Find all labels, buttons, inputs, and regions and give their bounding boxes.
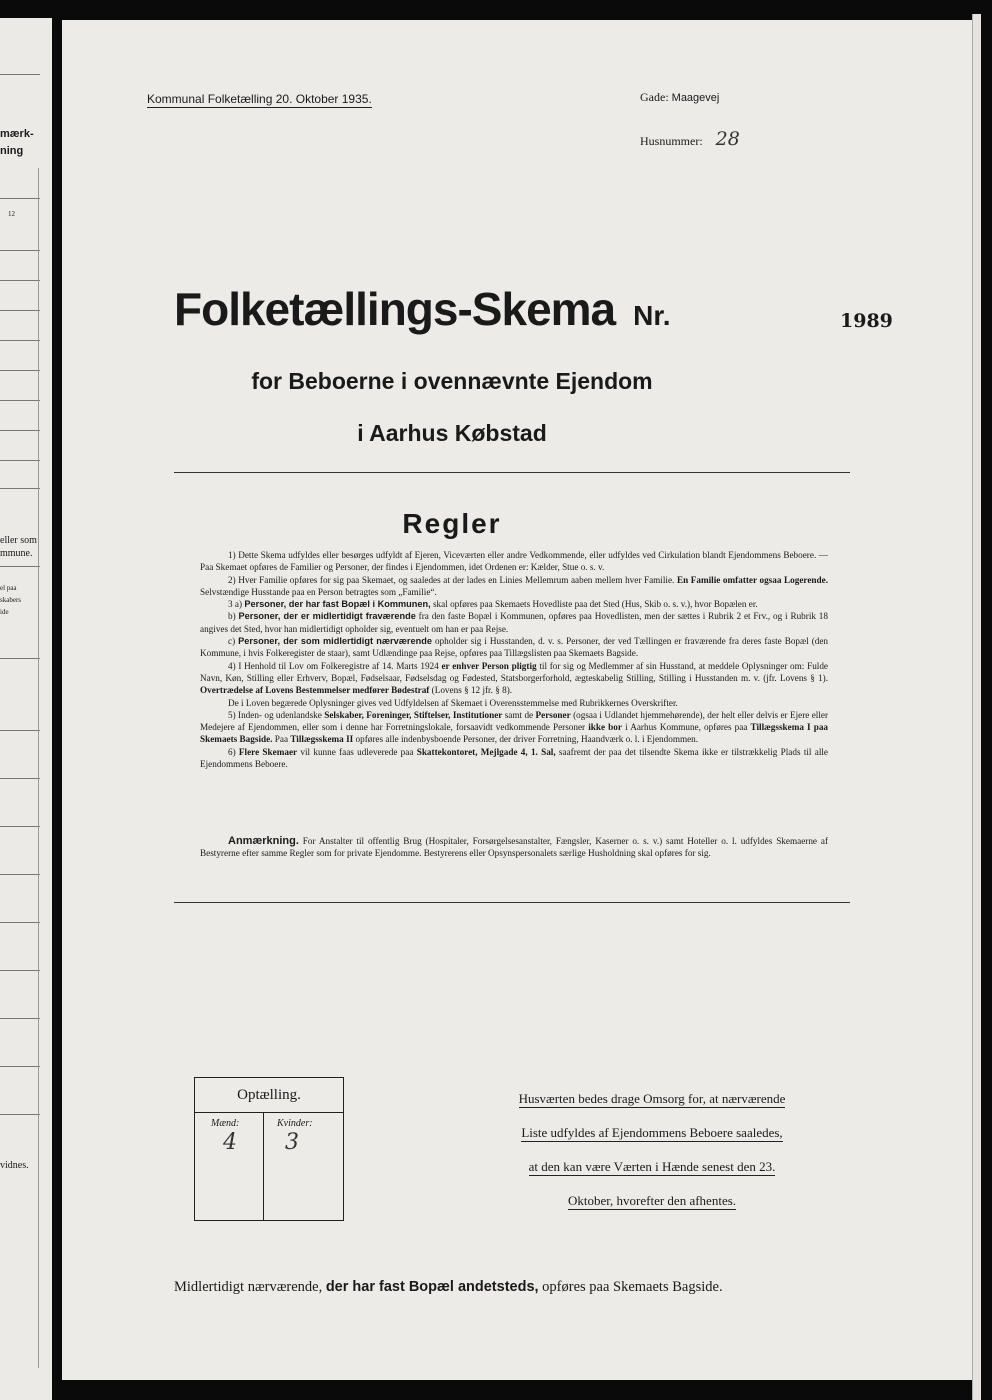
census-header: Kommunal Folketælling 20. Oktober 1935. [147, 92, 372, 106]
fragment-text: vidnes. [0, 1160, 29, 1171]
divider [0, 340, 40, 341]
divider [0, 826, 40, 827]
divider [0, 74, 40, 75]
rule-2: 2) Hver Familie opføres for sig paa Skemaet, og saaledes at der lades en Linies Mellemrum aaben mellem hver Familie. En Familie omfatter ogsaa Logerende. Selvstændige Husstande paa en Person betragtes som „Familie“. [200, 574, 828, 597]
divider [0, 280, 40, 281]
notice-line: Liste udfyldes af Ejendommens Beboere saaledes, [521, 1125, 783, 1140]
divider [0, 370, 40, 371]
fragment-text: eller som [0, 535, 37, 546]
rule-1: 1) Dette Skema udfyldes eller besørges udfyldt af Ejeren, Viceværten eller andre Vedkommende, eller udfyldes ved Cirkulation blandt Ejendommens Beboere. — Paa Skemaet opføres de Familier og Personer, der findes i Ejendommen, idet Ordenen er: Kælder, Stue o. s. v. [200, 550, 828, 573]
rule-6: 6) Flere Skemaer vil kunne faas udleverede paa Skattekontoret, Mejlgade 4, 1. Sal, saafremt der paa det tilsendte Skema ikke er tilstrækkelig Plads til alle Ejendommens Beboere. [200, 746, 829, 770]
women-label: Kvinder: [277, 1118, 313, 1129]
divider [0, 250, 40, 251]
divider [0, 970, 40, 971]
house-number-field [640, 128, 740, 150]
divider [0, 658, 40, 659]
divider [174, 472, 850, 473]
divider [0, 922, 40, 923]
divider [0, 488, 40, 489]
annotation-note [200, 835, 828, 860]
count-box-divider [263, 1113, 264, 1220]
count-box [194, 1077, 344, 1221]
divider [0, 430, 40, 431]
street-label: Gade: [640, 90, 669, 104]
column-line [38, 168, 39, 1368]
fragment-text: mmune. [0, 548, 33, 559]
divider [0, 400, 40, 401]
adjacent-page-edge [0, 18, 52, 1400]
rule-3b: b) Personer, der er midlertidigt fraværende fra den faste Bopæl i Kommunen, opføres paa Hovedlisten, men der sættes i Rubrik 2 et Frv., og i Rubrik 18 angives det Sted, hvor han midlertidigt opholder sig, eventuelt om han er paa Rejse. [200, 611, 828, 634]
footer-text: opføres paa Skemaets Bagside. [542, 1279, 723, 1295]
count-box-title: Optælling. [195, 1078, 343, 1113]
annotation-text: For Anstalter til offentlig Brug (Hospitaler, Forsørgelsesanstalter, Fængsler, Kaserner o. s. v.) samt Hoteller o. l. udfyldes Skemaerne af Bestyrerne efter samme Regler som for private Ejendomme. Bestyrerens eller Opsynspersonalets særlige Husholdning skal opføres for sig. [200, 836, 829, 859]
fragment-text: ide [0, 608, 9, 616]
divider [0, 460, 40, 461]
fragment-text: ning [0, 145, 24, 157]
form-number-label: Nr. [633, 300, 671, 331]
form-title [174, 282, 671, 336]
divider [0, 874, 40, 875]
women-value: 3 [285, 1130, 299, 1155]
subtitle-line-1: for Beboerne i ovennævnte Ejendom [251, 368, 653, 394]
rule-3c: c) Personer, der som midlertidigt nærværende opholder sig i Husstanden, d. v. s. Personer, der ved Tællingen er fraværende fra deres faste Bopæl (den Kommune, i hvis Folkeregister de staar), samt Udlændinge paa Rejse, opføres paa Tillægslisten paa Skemaets Bagside. [200, 636, 829, 659]
census-form-page [62, 20, 974, 1380]
house-number-label: Husnummer: [640, 134, 703, 148]
rules-text [200, 549, 828, 770]
notice-line: Oktober, hvorefter den afhentes. [567, 1193, 737, 1208]
men-label: Mænd: [211, 1118, 240, 1129]
rule-4-note: De i Loven begærede Oplysninger gives ved Udfyldelsen af Skemaet i Overensstemmelse med Rubrikkernes Overskrifter. [228, 697, 678, 708]
street-value: Maagevej [671, 92, 720, 104]
house-number-value: 28 [715, 128, 740, 150]
footer-text: Midlertidigt nærværende, [174, 1279, 323, 1295]
fragment-text: 12 [8, 210, 15, 218]
rule-4: 4) I Henhold til Lov om Folkeregistre af 14. Marts 1924 er enhver Person pligtig til for sig og Medlemmer af sin Husstand, at meddele Oplysninger om: Fulde Navn, Køn, Stilling eller Erhverv, Bopæl, Fødselsaar, Fødselsdag og Fødested, Statsborgerforhold, ægteskabelig Stilling, Stilling i Husstanden m. v. (jfr. Lovens § 1). Overtrædelse af Lovens Bestemmelser medfører Bødestraf (Lovens § 12 jfr. § 8). [200, 660, 829, 696]
divider [0, 566, 40, 567]
divider [174, 902, 850, 903]
rules-heading: Regler [402, 508, 502, 539]
footer-note [174, 1279, 723, 1296]
form-title-text: Folketællings-Skema [174, 283, 616, 335]
notice-line: at den kan være Værten i Hænde senest den 23. [528, 1159, 776, 1174]
rule-3a: 3 a) Personer, der har fast Bopæl i Kommunen, skal opføres paa Skemaets Hovedliste paa det Sted (Hus, Skib o. s. v.), hvor Bopælen er. [228, 599, 758, 610]
landlord-notice [482, 1082, 822, 1218]
annotation-label: Anmærkning. [228, 835, 299, 847]
divider [0, 1114, 40, 1115]
divider [0, 310, 40, 311]
fragment-text: el paa [0, 584, 17, 592]
rule-5: 5) Inden- og udenlandske Selskaber, Foreninger, Stiftelser, Institutioner samt de Personer (ogsaa i Udlandet hjemmehørende), der helt eller delvis er Ejere eller Medejere af Ejendommen, eller som i denne har Forretningslokale, forsaavidt vedkommende Personer ikke bor i Aarhus Kommune, opføres paa Tillægsskema I paa Skemaets Bagside. Paa Tillægsskema II opføres alle indenbysboende Personer, der driver Forretning, Haandværk o. l. i Ejendommen. [200, 709, 829, 745]
divider [0, 1066, 40, 1067]
fragment-text: mærk- [0, 128, 34, 140]
men-value: 4 [223, 1130, 237, 1155]
street-field [640, 90, 719, 105]
page-edge [972, 14, 981, 1400]
divider [0, 1018, 40, 1019]
divider [0, 778, 40, 779]
subtitle-line-2: i Aarhus Købstad [357, 420, 547, 446]
form-number-value: 1989 [840, 310, 893, 332]
divider [0, 198, 40, 199]
fragment-text: skabers [0, 596, 21, 604]
notice-line: Husværten bedes drage Omsorg for, at nærværende [518, 1091, 786, 1106]
footer-emphasis: der har fast Bopæl andetsteds, [325, 1279, 539, 1295]
divider [0, 730, 40, 731]
